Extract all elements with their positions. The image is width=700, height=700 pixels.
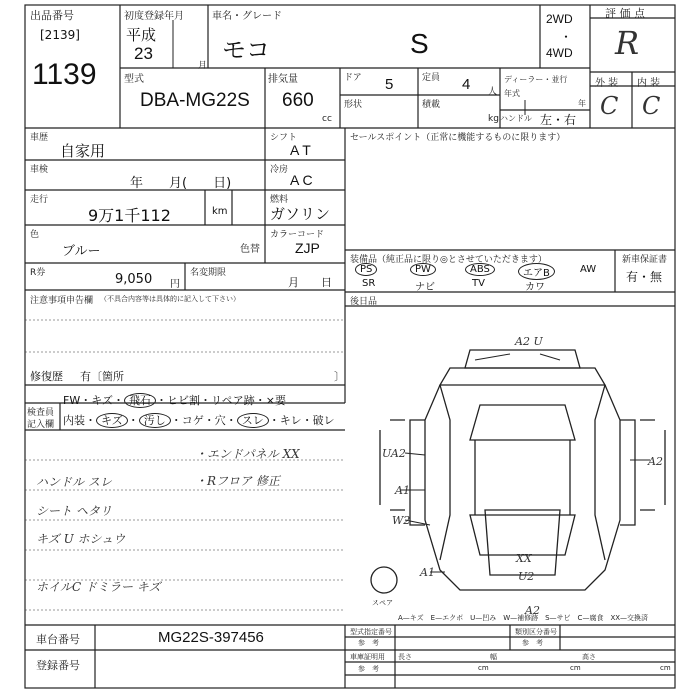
recycle-label: R券 xyxy=(30,268,46,278)
kg-unit: kg xyxy=(488,114,499,124)
aftermarket-label: 後日品 xyxy=(350,297,378,307)
memo-line-4: シート ヘタリ xyxy=(36,504,112,518)
damage-legend: A—キズ E—エクボ U—凹み W—補修跡 S—サビ C—腐食 XX—交換済 xyxy=(398,614,649,622)
chassis-label: 車台番号 xyxy=(36,633,80,646)
fw-dot: ・ xyxy=(113,394,124,407)
memo-line-1: ・エンドパネル XX xyxy=(195,447,300,461)
recycle-value: 9,050 xyxy=(115,272,153,287)
int-wear: スレ xyxy=(237,413,269,428)
color-label: 色 xyxy=(30,230,40,240)
color-change-label: 色替 xyxy=(240,244,260,255)
spare-tire-icon xyxy=(371,567,397,593)
inspector-label-1: 検査員 xyxy=(27,408,55,418)
inspector-row-1 xyxy=(63,392,286,408)
doors-label: ドア xyxy=(344,73,362,83)
equipment-airbag: エアB xyxy=(518,263,555,280)
eval-score: R xyxy=(615,24,640,62)
first-reg-label: 初度登録年月 xyxy=(124,11,184,22)
warranty-value: 有・無 xyxy=(626,270,663,284)
length-label: 長さ xyxy=(398,653,412,661)
shape-label: 形状 xyxy=(344,100,363,110)
int-dot-1: ・ xyxy=(85,414,96,427)
lot-label: 出品番号 xyxy=(30,9,74,22)
era: 平成 xyxy=(126,26,157,44)
color-code-value: ZJP xyxy=(295,240,320,256)
shift-value: A T xyxy=(290,142,311,158)
drive-4wd: 4WD xyxy=(546,46,573,60)
category-label: 類別区分番号 xyxy=(515,628,557,636)
doors: 5 xyxy=(385,76,394,93)
int-dot-2: ・ xyxy=(127,414,139,427)
model: DBA-MG22S xyxy=(140,90,250,111)
int-scratch: キズ xyxy=(96,413,128,428)
grade: S xyxy=(410,28,429,59)
car-name-label: 車名・グレード xyxy=(212,11,282,22)
spec-no-ref: 参 考 xyxy=(358,639,379,647)
mark-bottom: A2 xyxy=(525,604,540,617)
interior-label-row: 内装 xyxy=(63,414,85,427)
exterior-label: 外 装 xyxy=(595,78,619,89)
lot-number: 1139 xyxy=(32,58,97,91)
equipment-leather: カワ xyxy=(525,282,545,293)
width-unit: cm xyxy=(570,664,581,672)
sales-title: セールスポイント（正常に機能するものに限ります） xyxy=(350,133,566,143)
fuel-label: 燃料 xyxy=(270,195,289,205)
mark-left-2: A1 xyxy=(395,484,410,497)
use-label: 車歴 xyxy=(30,133,49,143)
memo-line-3: ハンドル スレ xyxy=(36,475,112,489)
int-tear: ・キレ・破レ xyxy=(268,414,335,427)
color-code-label: カラーコード xyxy=(270,230,325,240)
capacity-label: 定員 xyxy=(422,73,441,83)
int-burn-hole: ・コゲ・穴 xyxy=(170,414,226,427)
mark-rear-2: U2 xyxy=(518,570,535,583)
year-model-label: 年式 xyxy=(504,89,520,98)
name-change-label: 名変期限 xyxy=(190,268,227,278)
km-unit: km xyxy=(212,206,228,217)
registration-label: 登録番号 xyxy=(36,659,80,672)
displacement: 660 xyxy=(282,90,314,111)
fw-replace: ・×要 xyxy=(254,394,286,407)
width-label: 幅 xyxy=(490,653,497,661)
height-label: 高さ xyxy=(582,653,596,661)
equipment-aw: AW xyxy=(580,264,597,275)
memo-line-6: ホイルC ドミラー キズ xyxy=(36,580,161,594)
person-unit: 人 xyxy=(488,87,498,97)
cert-label: 車庫証明用 xyxy=(350,653,385,661)
cc-unit: cc xyxy=(322,114,332,124)
mark-left-4: A1 xyxy=(420,566,435,579)
repair-value: 有〔箇所 xyxy=(80,370,124,383)
month-unit: 月 xyxy=(198,61,208,71)
fw-scratch: ・キズ xyxy=(80,394,113,407)
car-damage-diagram xyxy=(350,310,675,625)
chassis-value: MG22S-397456 xyxy=(158,629,264,646)
use-value: 自家用 xyxy=(60,142,106,160)
drive-2wd: 2WD xyxy=(546,12,573,26)
height-unit: cm xyxy=(660,664,671,672)
interior-grade: C xyxy=(642,92,661,120)
exterior-grade: C xyxy=(600,92,619,120)
int-dot-3: ・ xyxy=(225,414,237,427)
fuel-value: ガソリン xyxy=(270,205,331,223)
year-unit: 年 xyxy=(578,99,586,108)
mark-rear-1: XX xyxy=(516,552,532,565)
equipment-title: 装備品（純正品に限り◎とさせていただきます） xyxy=(350,255,547,265)
name-change-value: 月 日 xyxy=(288,276,332,289)
mark-left-1: UA2 xyxy=(382,447,406,460)
equipment-sr: SR xyxy=(362,278,376,289)
fw-label: FW xyxy=(63,394,81,407)
mileage-value: 9万1千112 xyxy=(88,206,171,225)
caution-label: 注意事項申告欄 xyxy=(30,296,94,306)
mileage-label: 走行 xyxy=(30,195,49,205)
handle-value: 左・右 xyxy=(540,113,577,127)
capacity: 4 xyxy=(462,76,471,93)
memo-line-5: キズ U ホシュウ xyxy=(36,532,126,546)
category-ref: 参 考 xyxy=(522,639,543,647)
spare-label: スペア xyxy=(372,599,393,607)
yen-unit: 円 xyxy=(170,279,180,290)
inspection-value: 年 月( 日) xyxy=(130,176,232,191)
repair-label: 修復歴 xyxy=(30,370,63,383)
dealer-label: ディーラー・並行 xyxy=(504,75,568,84)
inspector-row-2 xyxy=(63,412,335,428)
mark-left-3: W2 xyxy=(392,514,411,527)
equipment-pw: PW xyxy=(410,263,436,276)
fw-crack: ・ヒビ割 xyxy=(156,394,200,407)
ac-label: 冷房 xyxy=(270,165,289,175)
equipment-navi: ナビ xyxy=(415,282,435,293)
load-label: 積載 xyxy=(422,100,441,110)
drive-dot: ・ xyxy=(560,30,573,44)
displacement-label: 排気量 xyxy=(268,74,298,85)
fw-stone-chip: 飛石 xyxy=(124,393,156,408)
inspection-label: 車検 xyxy=(30,165,49,175)
inspector-label-2: 記入欄 xyxy=(27,420,55,430)
equipment-tv: TV xyxy=(472,278,485,289)
eval-label: 評 価 点 xyxy=(605,7,645,20)
caution-sub: （不具合内容等は具体的に記入して下さい） xyxy=(100,295,240,303)
mark-right: A2 xyxy=(648,455,663,468)
int-stain: 汚し xyxy=(139,413,171,428)
equipment-ps: PS xyxy=(355,263,377,276)
mark-top: A2 U xyxy=(515,335,543,348)
warranty-label: 新車保証書 xyxy=(622,255,668,265)
length-unit: cm xyxy=(478,664,489,672)
equipment-abs: ABS xyxy=(465,263,495,276)
color-value: ブルー xyxy=(62,244,101,259)
repair-close: 〕 xyxy=(334,370,345,383)
spec-no-label: 型式指定番号 xyxy=(350,628,392,636)
fw-repair: ・リペア跡 xyxy=(200,394,255,407)
lot-code: [2139] xyxy=(40,28,80,42)
handle-label: ハンドル xyxy=(500,114,532,123)
shift-label: シフト xyxy=(270,133,298,143)
memo-line-2: ・Rフロア 修正 xyxy=(195,474,280,488)
first-reg-year: 23 xyxy=(134,44,153,63)
interior-label: 内 装 xyxy=(637,78,661,89)
cert-ref: 参 考 xyxy=(358,665,379,673)
car-name: モコ xyxy=(222,36,270,64)
model-label: 型式 xyxy=(124,74,144,85)
ac-value: A C xyxy=(290,172,313,188)
